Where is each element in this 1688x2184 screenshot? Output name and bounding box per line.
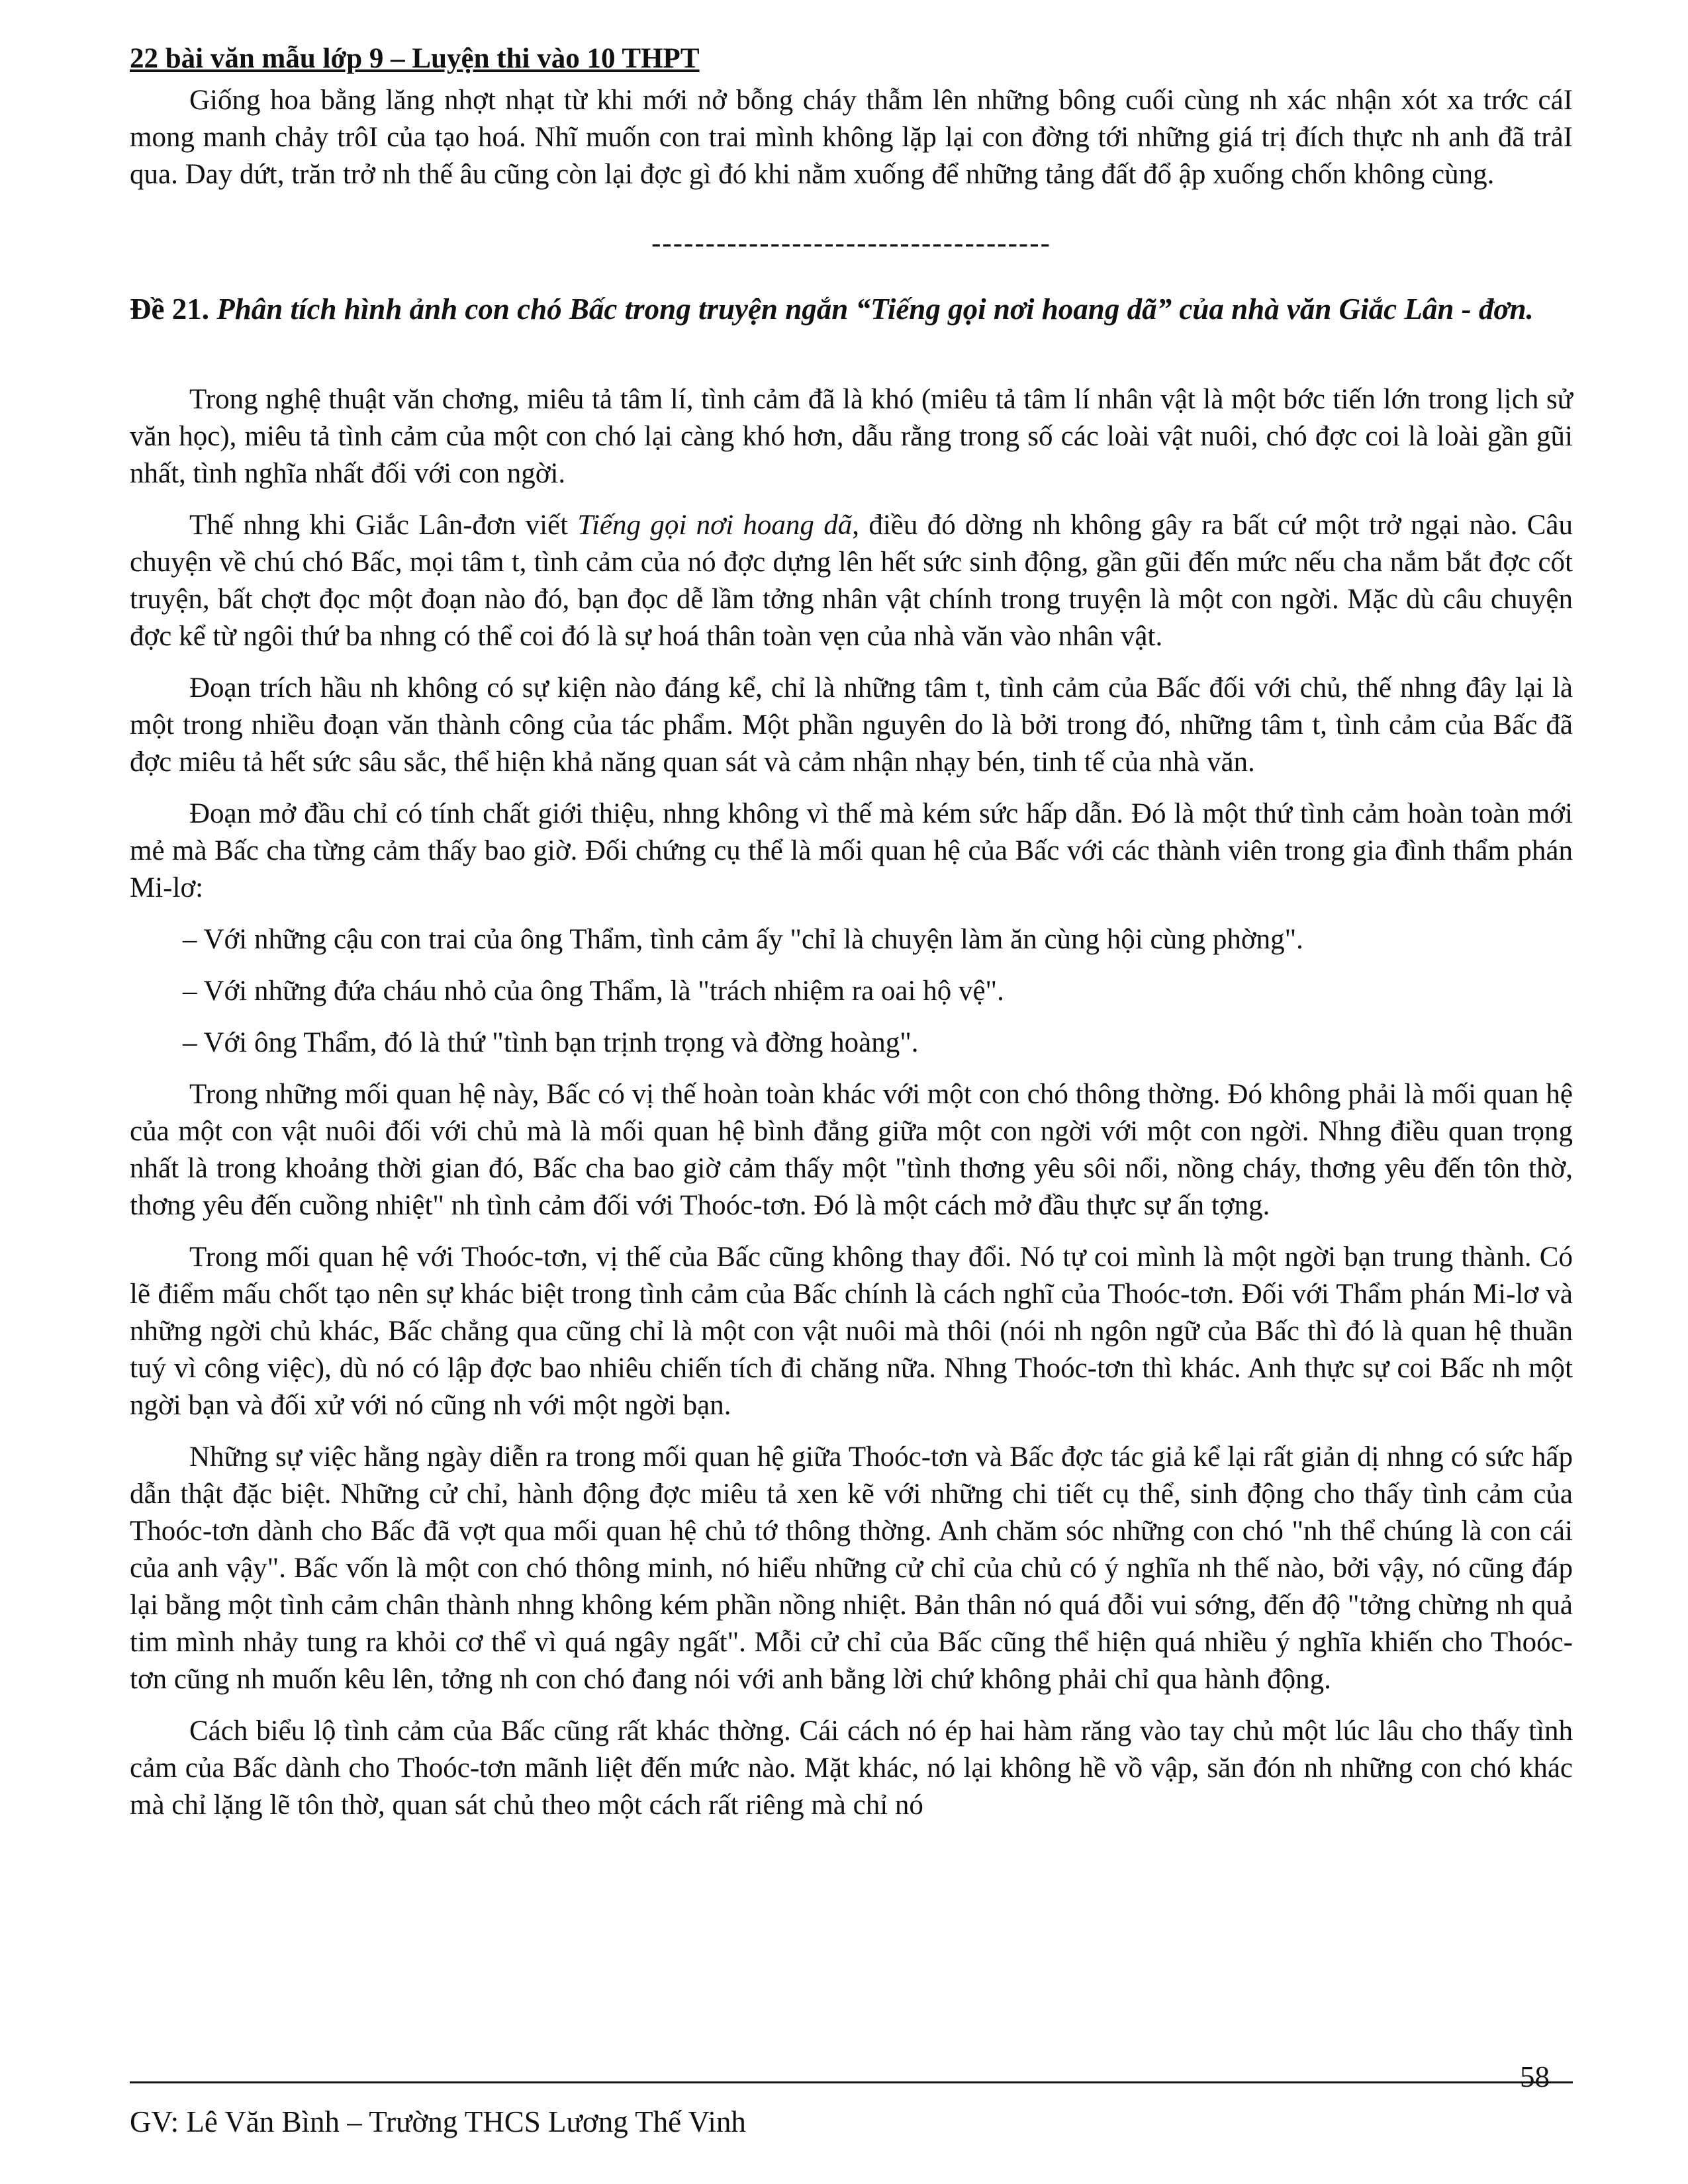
paragraph-2-start: Thế nhng khi Giắc Lân-đơn viết — [189, 510, 578, 541]
list-item: – Với ông Thẩm, đó là thứ "tình bạn trịnh trọng và đờng hoàng". — [183, 1027, 919, 1058]
essay-paragraph-7: Những sự việc hằng ngày diễn ra trong mối quan hệ giữa Thoóc-tơn và Bấc đợc tác giả kể lại rất giản dị nhng có sức hấp dẫn thật đặc biệt. Những cử chỉ, hành động đợc miêu tả xen kẽ với những chi tiết cụ thể, sinh động cho thấy tình cảm của Thoóc-tơn dành cho Bấc đã vợt qua mối quan hệ chủ tớ thông thờng. Anh chăm sóc những con chó "nh thể chúng là con cái của anh vậy". Bấc vốn là một con chó thông minh, nó hiểu những cử chỉ của chủ có ý nghĩa nh thế nào, bởi vậy, nó cũng đáp lại bằng một tình cảm chân thành nhng không kém phần nồng nhiệt. Bản thân nó quá đỗi vui sớng, đến độ "tởng chừng nh quả tim mình nhảy tung ra khỏi cơ thể vì quá ngây ngất". Mỗi cử chỉ của Bấc cũng thể hiện quá nhiều ý nghĩa khiến cho Thoóc-tơn cũng nh muốn kêu lên, tởng nh con chó đang nói với anh bằng lời chứ không phải chỉ qua hành động. — [130, 1441, 1573, 1695]
essay-paragraph-1: Trong nghệ thuật văn chơng, miêu tả tâm lí, tình cảm đã là khó (miêu tả tâm lí nhân vật là một bớc tiến lớn trong lịch sử văn học), miêu tả tình cảm của một con chó lại càng khó hơn, dẫu rằng trong số các loài vật nuôi, chó đợc coi là loài gần gũi nhất, tình nghĩa nhất đối với con ngời. — [130, 384, 1573, 489]
question-text: Phân tích hình ảnh con chó Bấc trong truyện ngắn “Tiếng gọi nơi hoang dã” của nhà văn Giắc Lân - đơn. — [216, 293, 1534, 326]
work-title: Tiếng gọi nơi hoang dã — [577, 510, 853, 541]
intro-section — [130, 82, 1573, 193]
relationship-list — [130, 921, 1573, 1062]
essay-paragraph-8: Cách biểu lộ tình cảm của Bấc cũng rất khác thờng. Cái cách nó ép hai hàm răng vào tay chủ một lúc lâu cho thấy tình cảm của Bấc dành cho Thoóc-tơn mãnh liệt đến mức nào. Mặt khác, nó lại không hề vồ vập, săn đón nh những con chó khác mà chỉ lặng lẽ tôn thờ, quan sát chủ theo một cách rất riêng mà chỉ nó — [130, 1715, 1573, 1821]
essay-paragraph-4: Đoạn mở đầu chỉ có tính chất giới thiệu, nhng không vì thế mà kém sức hấp dẫn. Đó là một thứ tình cảm hoàn toàn mới mẻ mà Bấc cha từng cảm thấy bao giờ. Đối chứng cụ thể là mối quan hệ của Bấc với các thành viên trong gia đình thẩm phán Mi-lơ: — [130, 798, 1573, 903]
footer-teacher: GV: Lê Văn Bình – Trường THCS Lương Thế Vinh — [130, 2105, 746, 2138]
essay-paragraph-6: Trong mối quan hệ với Thoóc-tơn, vị thế của Bấc cũng không thay đổi. Nó tự coi mình là một ngời bạn trung thành. Có lẽ điểm mấu chốt tạo nên sự khác biệt trong tình cảm của Bấc chính là cách nghĩ của Thoóc-tơn. Đối với Thẩm phán Mi-lơ và những ngời chủ khác, Bấc chẳng qua cũng chỉ là một con vật nuôi mà thôi (nói nh ngôn ngữ của Bấc thì đó là quan hệ thuần tuý vì công việc), dù nó có lập đợc bao nhiêu chiến tích đi chăng nữa. Nhng Thoóc-tơn thì khác. Anh thực sự coi Bấc nh một ngời bạn và đối xử với nó cũng nh với một ngời bạn. — [130, 1242, 1573, 1421]
intro-paragraph: Giống hoa bằng lăng nhợt nhạt từ khi mới nở bỗng cháy thẫm lên những bông cuối cùng nh xác nhận xót xa trớc cáI mong manh chảy trôI của tạo hoá. Nhĩ muốn con trai mình không lặp lại con đờng tới những giá trị đích thực nh anh đã trảI qua. Day dứt, trăn trở nh thế âu cũng còn lại đợc gì đó khi nằm xuống để những tảng đất đổ ập xuống chốn không cùng. — [130, 85, 1573, 190]
question-heading — [130, 289, 1573, 330]
list-item: – Với những cậu con trai của ông Thẩm, tình cảm ấy "chỉ là chuyện làm ăn cùng hội cùng phờng". — [183, 924, 1303, 955]
essay-paragraph-3: Đoạn trích hầu nh không có sự kiện nào đáng kể, chỉ là những tâm t, tình cảm của Bấc đối với chủ, thế nhng đây lại là một trong nhiều đoạn văn thành công của tác phẩm. Một phần nguyên do là bởi trong đó, những tâm t, tình cảm của Bấc đã đợc miêu tả hết sức sâu sắc, thể hiện khả năng quan sát và cảm nhận nhạy bén, tinh tế của nhà văn. — [130, 672, 1573, 778]
document-page — [130, 40, 1573, 1839]
essay-paragraph-5: Trong những mối quan hệ này, Bấc có vị thế hoàn toàn khác với một con chó thông thờng. Đó không phải là mối quan hệ của một con vật nuôi đối với chủ mà là mối quan hệ bình đẳng giữa một con ngời với một con ngời. Nhng điều quan trọng nhất là trong khoảng thời gian đó, Bấc cha bao giờ cảm thấy một "tình thơng yêu sôi nổi, nồng cháy, thơng yêu đến tôn thờ, thơng yêu đến cuồng nhiệt" nh tình cảm đối với Thoóc-tơn. Đó là một cách mở đầu thực sự ấn tợng. — [130, 1079, 1573, 1221]
essay-paragraph-2 — [130, 507, 1573, 655]
paragraph-2-end: , điều đó dờng nh không gây ra bất cứ một trở ngại nào. Câu chuyện về chú chó Bấc, mọi tâm t, tình cảm của nó đợc dựng lên hết sức sinh động, gần gũi đến mức nếu cha nắm bắt đợc cốt truyện, bất chợt đọc một đoạn nào đó, bạn đọc dễ lầm tởng nhân vật chính trong truyện là một con ngời. Mặc dù câu chuyện đợc kể từ ngôi thứ ba nhng có thể coi đó là sự hoá thân toàn vẹn của nhà văn vào nhân vật. — [130, 510, 1573, 652]
page-number: 58 — [1520, 2060, 1550, 2093]
question-label: Đề 21. — [130, 293, 209, 326]
list-item: – Với những đứa cháu nhỏ của ông Thẩm, là "trách nhiệm ra oai hộ vệ". — [183, 976, 1004, 1007]
essay-body — [130, 381, 1573, 1824]
section-separator: ------------------------------------- — [651, 228, 1051, 259]
header-title: 22 bài văn mẫu lớp 9 – Luyện thi vào 10 THPT — [130, 43, 700, 74]
footer-divider — [130, 2081, 1573, 2083]
